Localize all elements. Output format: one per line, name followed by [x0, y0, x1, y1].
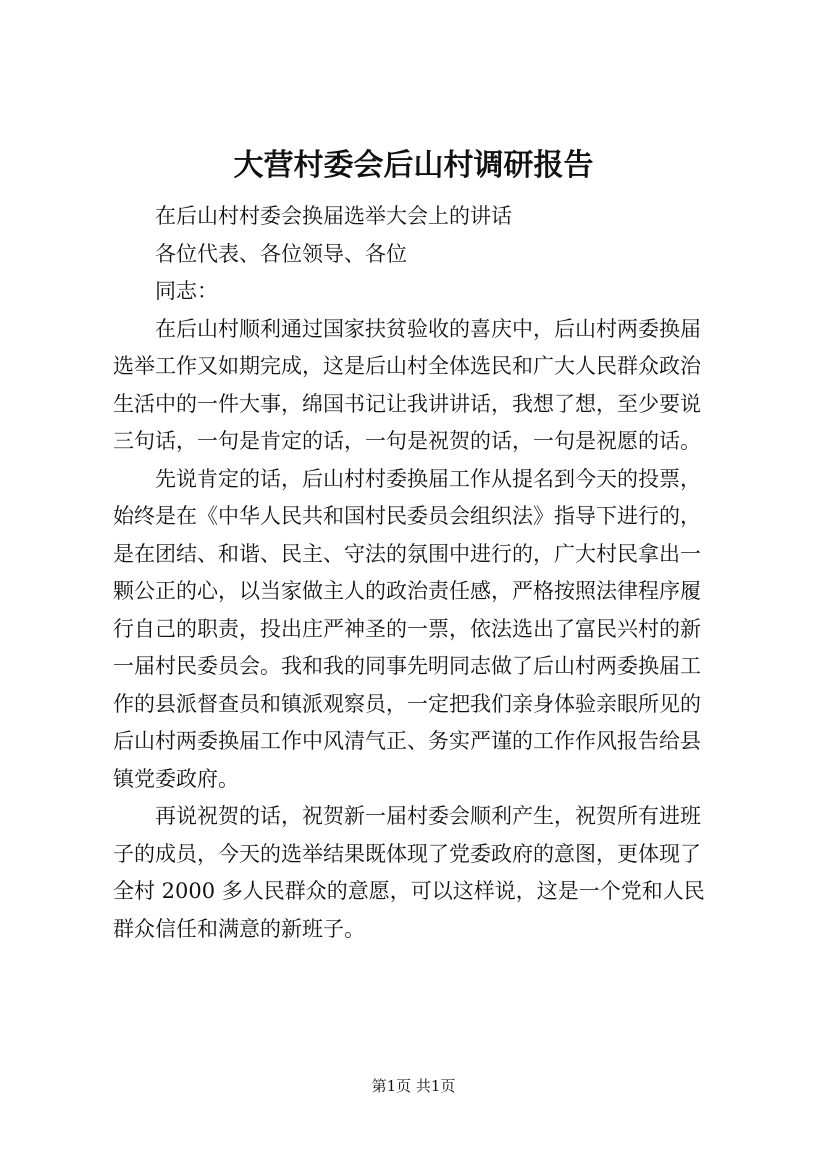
- paragraph-line: 同志：: [155, 279, 218, 303]
- paragraph-line: 镇党委政府。: [113, 766, 239, 791]
- paragraph-line: 一届村民委员会。我和我的同事先明同志做了后山村两委换届工: [113, 654, 701, 678]
- paragraph-line: 在后山村顺利通过国家扶贫验收的喜庆中，后山村两委换届: [155, 316, 701, 341]
- paragraph-line: 选举工作又如期完成，这是后山村全体选民和广大人民群众政治: [113, 354, 701, 378]
- paragraph-line: 全村 2000 多人民群众的意愿，可以这样说，这是一个党和人民: [113, 879, 705, 903]
- paragraph-line: 颗公正的心，以当家做主人的政治责任感，严格按照法律程序履: [113, 579, 701, 603]
- page-footer: 第1页 共1页: [371, 1077, 456, 1095]
- paragraph-line: 是在团结、和谐、民主、守法的氛围中进行的，广大村民拿出一: [113, 541, 701, 566]
- document-body: [113, 198, 733, 948]
- paragraph-line: 生活中的一件大事，绵国书记让我讲讲话，我想了想，至少要说: [113, 391, 701, 416]
- paragraph-line: 子的成员，今天的选举结果既体现了党委政府的意图，更体现了: [113, 841, 701, 866]
- paragraph-line: 在后山村村委会换届选举大会上的讲话: [155, 204, 512, 228]
- paragraph-line: 先说肯定的话，后山村村委换届工作从提名到今天的投票，: [155, 466, 701, 491]
- paragraph-line: 作的县派督查员和镇派观察员，一定把我们亲身体验亲眼所见的: [113, 691, 701, 716]
- paragraph-line: 行自己的职责，投出庄严神圣的一票，依法选出了富民兴村的新: [113, 616, 701, 641]
- paragraph-line: 后山村两委换届工作中风清气正、务实严谨的工作作风报告给县: [113, 729, 701, 753]
- paragraph-line: 三句话，一句是肯定的话，一句是祝贺的话，一句是祝愿的话。: [113, 429, 701, 453]
- document-title: 大营村委会后山村调研报告: [233, 148, 594, 183]
- paragraph-line: 群众信任和满意的新班子。: [113, 916, 365, 941]
- paragraph-line: 始终是在《中华人民共和国村民委员会组织法》指导下进行的，: [113, 504, 701, 528]
- paragraph-line: 再说祝贺的话，祝贺新一届村委会顺利产生，祝贺所有进班: [155, 804, 701, 828]
- paragraph-line: 各位代表、各位领导、各位: [155, 241, 407, 266]
